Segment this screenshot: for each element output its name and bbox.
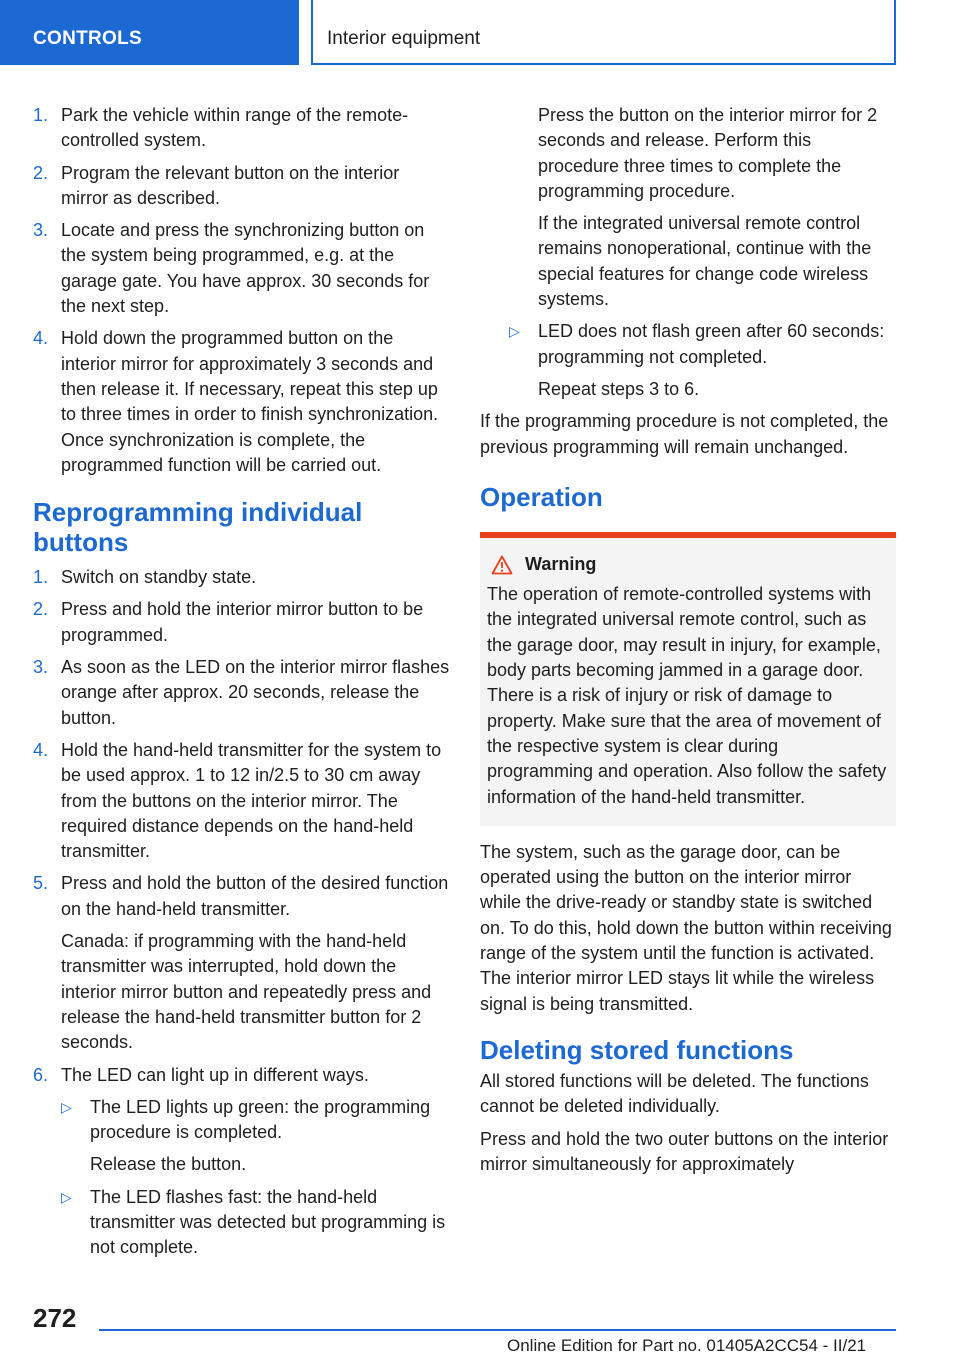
- list-item: 2. Press and hold the interior mirror button to be programmed.: [33, 599, 424, 645]
- warning-box: [480, 532, 896, 826]
- warning-triangle-icon: [491, 555, 513, 575]
- paragraph: Press and hold the two outer buttons on the interior mirror simultaneously for approximately: [480, 1128, 889, 1174]
- section-heading-deleting: Deleting stored functions: [480, 1034, 794, 1065]
- list-item: 6. The LED can light up in different ways. ▷ The LED lights up green: the programming procedure is completed. Release the button. ▷ The LED flashes fast: the hand-held transmitter was detected but programming is not complete.: [33, 1063, 451, 1261]
- footer-divider: [99, 1329, 896, 1331]
- step-continuation: If the integrated universal remote control remains nonoperational, continue with the special features for change code wireless systems.: [538, 213, 872, 310]
- warning-text: The operation of remote-controlled systems with the integrated universal remote control, such as the garage door, may result in injury, for example, body parts becoming jammed in a garage door. There is a risk of injury or risk of damage to property. Make sure that the area of movement of the respective system is clear during programming and operation. Also follow the safety information of the hand-held transmitter.: [487, 584, 887, 807]
- list-item: 2. Program the relevant button on the interior mirror as described.: [33, 162, 400, 208]
- paragraph: The system, such as the garage door, can be operated using the button on the interior mirror while the drive-ready or standby state is switched on. To do this, hold down the button within receiving range of the system until the function is activated. The interior mirror LED stays lit while the wireless signal is being transmitted.: [480, 841, 892, 1014]
- list-item: 3. As soon as the LED on the interior mirror flashes orange after approx. 20 seconds, release the button.: [33, 657, 450, 728]
- warning-title: Warning: [487, 552, 888, 577]
- triangle-bullet-icon: ▷: [61, 1098, 72, 1115]
- list-item: 3. Locate and press the synchronizing button on the system being programmed, e.g. at the garage gate. You have approx. 30 seconds for the next step.: [33, 220, 430, 317]
- step-continuation: Canada: if programming with the hand-held transmitter was interrupted, hold down the interior mirror button and repeatedly press and release the hand-held transmitter button for 2 seconds.: [61, 931, 432, 1053]
- left-column: [33, 103, 451, 1268]
- page-number: 272: [33, 1303, 77, 1333]
- list-item: 1. Park the vehicle within range of the remote-controlled system.: [33, 105, 409, 151]
- triangle-bullet-icon: ▷: [509, 323, 520, 340]
- section-heading-reprogramming: Reprogramming individual buttons: [33, 497, 363, 558]
- list-item: 5. Press and hold the button of the desired function on the hand-held transmitter. Canada: if programming with the hand-held transmitter was interrupted, hold down the interior mirror button and repeatedly press and release the hand-held transmitter button for 2 seconds.: [33, 871, 451, 1055]
- step-continuation: Press the button on the interior mirror for 2 seconds and release. Perform this procedure three times to complete the programming procedure.: [538, 105, 878, 201]
- continued-steps: [480, 103, 896, 312]
- section-heading-operation: Operation: [480, 481, 603, 512]
- chapter-title: Interior equipment: [327, 28, 481, 49]
- chapter-header: [311, 0, 896, 65]
- sub-list-item: ▷ The LED lights up green: the programming procedure is completed. Release the button.: [61, 1095, 451, 1178]
- sub-list-item: ▷ LED does not flash green after 60 seconds: programming not completed. Repeat steps 3 to 6.: [509, 319, 896, 402]
- sub-list-item: ▷ The LED flashes fast: the hand-held transmitter was detected but programming is not complete.: [61, 1186, 446, 1258]
- sub-continuation: Release the button.: [90, 1154, 247, 1175]
- list-item: 1. Switch on standby state.: [33, 567, 257, 588]
- section-tab: [0, 0, 299, 65]
- section-title: CONTROLS: [33, 28, 143, 49]
- list-item: 4. Hold the hand-held transmitter for the system to be used approx. 1 to 12 in/2.5 to 30 cm away from the buttons on the interior mirror. The required distance depends on the hand-held transmitter.: [33, 739, 442, 862]
- sub-continuation: Repeat steps 3 to 6.: [538, 378, 700, 399]
- triangle-bullet-icon: ▷: [61, 1188, 72, 1205]
- paragraph: All stored functions will be deleted. The functions cannot be deleted individually.: [480, 1070, 869, 1117]
- paragraph: If the programming procedure is not completed, the previous programming will remain unchanged.: [480, 411, 889, 457]
- edition-note: Online Edition for Part no. 01405A2CC54 - II/21: [507, 1336, 867, 1355]
- list-item: 4. Hold down the programmed button on the interior mirror for approximately 3 seconds and then release it. If necessary, repeat this step up to three times in order to finish synchronization. Once synchronization is complete, the programmed function will be carried out.: [33, 328, 439, 475]
- right-column: [480, 103, 896, 1184]
